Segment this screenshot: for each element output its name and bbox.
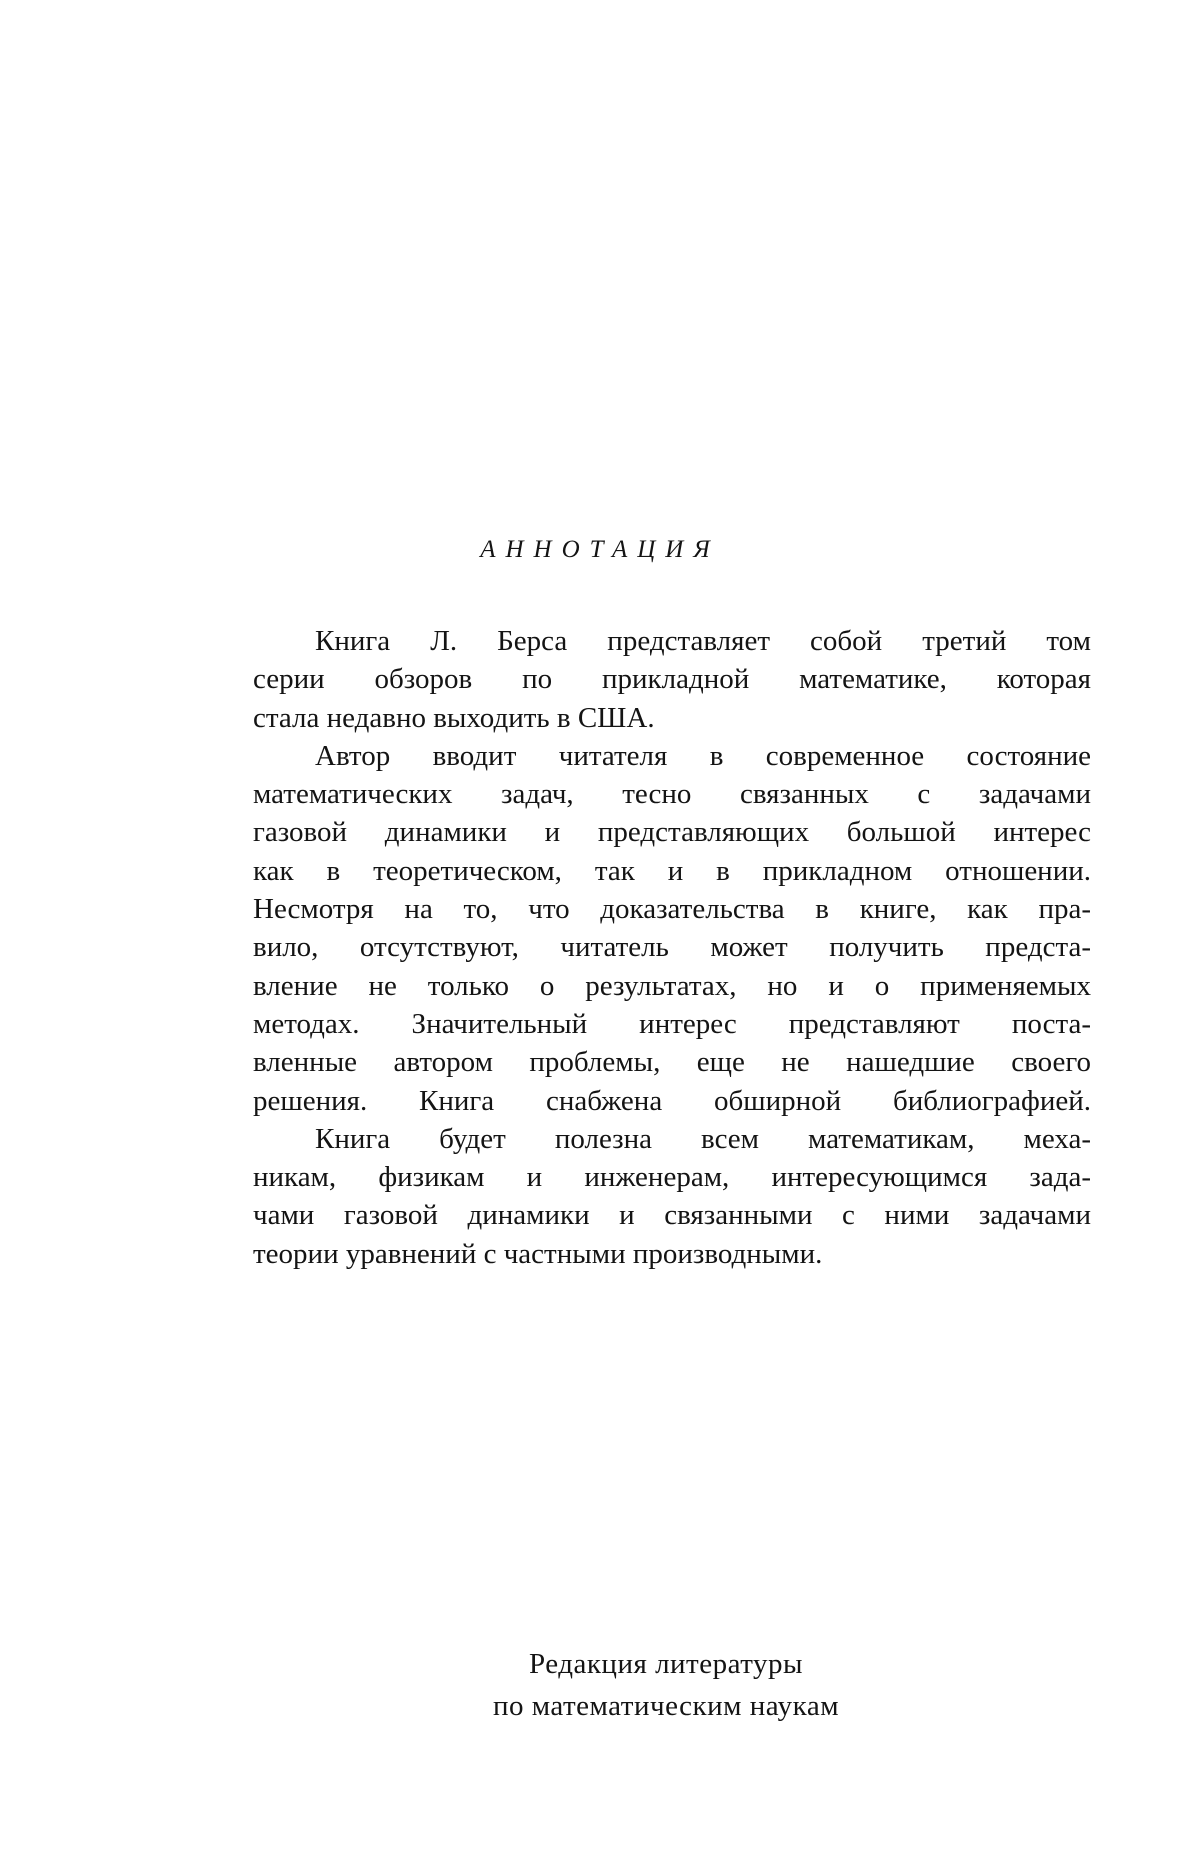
paragraph-3-line-4: теории уравнений с частными производными. [253, 1237, 823, 1270]
publisher-note-line-2: по математическим наукам [492, 1690, 840, 1722]
paragraph-2-line-9: вленные автором проблемы, еще не нашедшие своего [253, 1046, 1091, 1079]
paragraph-2-line-10: решения. Книга снабжена обширной библиографией. [253, 1084, 1091, 1117]
paragraph-2-line-4: как в теоретическом, так и в прикладном отношении. [253, 854, 1091, 887]
paragraph-2-line-8: методах. Значительный интерес представляют поста- [253, 1007, 1091, 1040]
paragraph-2-line-1: Автор вводит читателя в современное состояние [315, 739, 1091, 772]
publisher-note-line-1: Редакция литературы [528, 1648, 803, 1680]
paragraph-3-line-1: Книга будет полезна всем математикам, меха- [315, 1122, 1091, 1155]
paragraph-2-line-3: газовой динамики и представляющих большой интерес [253, 816, 1091, 849]
paragraph-2-line-5: Несмотря на то, что доказательства в книге, как пра- [253, 893, 1091, 926]
paragraph-2-line-6: вило, отсутствуют, читатель может получить предста- [253, 931, 1091, 964]
paragraph-3-line-2: никам, физикам и инженерам, интересующимся зада- [253, 1161, 1091, 1194]
paragraph-1-line-2: серии обзоров по прикладной математике, которая [253, 663, 1091, 696]
annotation-body [253, 622, 1091, 1273]
publisher-note [0, 1643, 1200, 1727]
paragraph-3-line-3: чами газовой динамики и связанными с ними задачами [253, 1199, 1091, 1232]
paragraph-1-line-3: стала недавно выходить в США. [253, 701, 655, 734]
annotation-heading: АННОТАЦИЯ [480, 536, 720, 563]
paragraph-2-line-7: вление не только о результатах, но и о применяемых [253, 969, 1091, 1002]
paragraph-2-line-2: математических задач, тесно связанных с задачами [253, 778, 1091, 811]
paragraph-1-line-1: Книга Л. Берса представляет собой третий том [315, 625, 1091, 657]
